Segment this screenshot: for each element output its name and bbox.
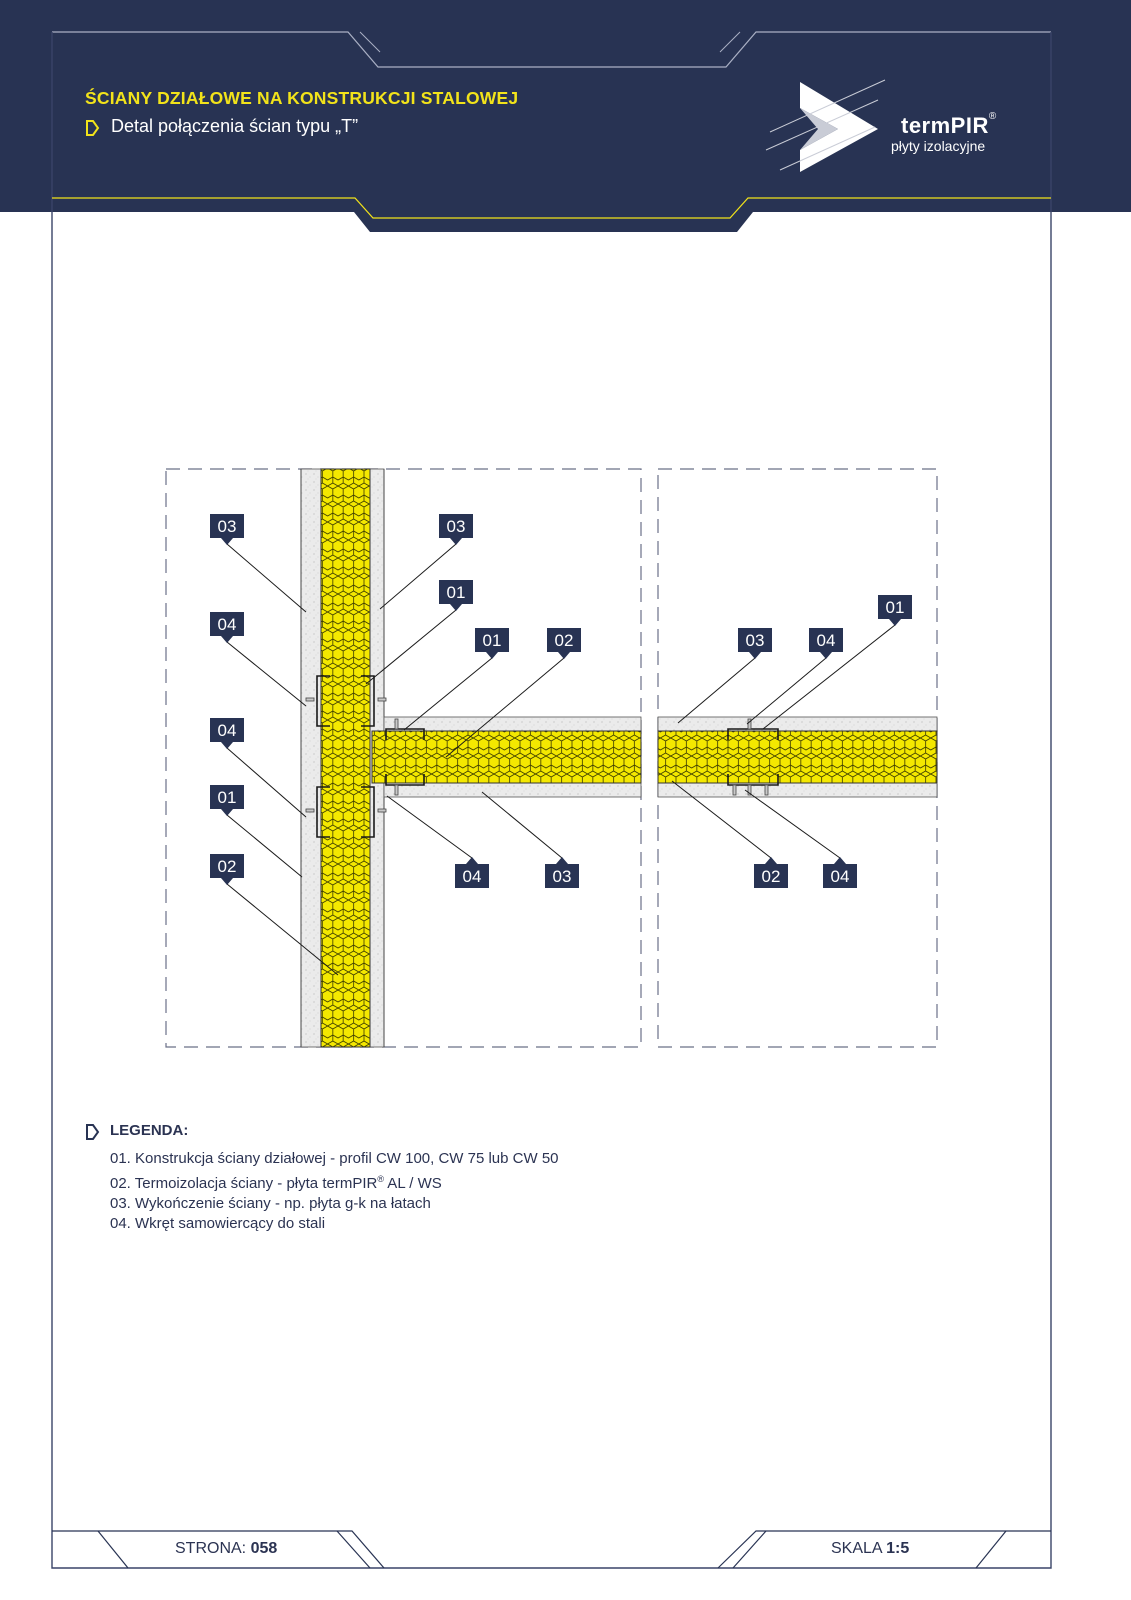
callout-leader-line (747, 658, 826, 724)
callout-label: 01 (482, 631, 502, 650)
callout-label: 03 (552, 867, 572, 886)
legend-item-text: 02. Termoizolacja ściany - płyta termPIR (110, 1175, 378, 1192)
legend-item-text: 01. Konstrukcja ściany działowej - profil CW 100, CW 75 lub CW 50 (110, 1150, 559, 1167)
callout-label: 03 (745, 631, 765, 650)
callout-leader-line (227, 544, 306, 612)
callout-label: 02 (554, 631, 574, 650)
legend-item-text: 04. Wkręt samowiercący do stali (110, 1215, 326, 1232)
callout-leader-line (745, 790, 840, 858)
callout-label: 02 (217, 857, 237, 876)
horizontal-wall-right (658, 717, 937, 797)
legend-item-02 (110, 1169, 559, 1194)
callout-leader-line (387, 796, 472, 858)
legend-item-tail: AL / WS (383, 1175, 442, 1192)
callout-label: 01 (446, 583, 466, 602)
legend-item-01 (110, 1149, 559, 1169)
legend-list (110, 1149, 559, 1234)
callout-leader-line (482, 792, 562, 858)
callout-label: 02 (761, 867, 781, 886)
callout-label: 03 (217, 517, 237, 536)
footer-scale-label: SKALA (831, 1540, 882, 1557)
footer-page (175, 1540, 277, 1558)
footer-page-number: 058 (250, 1540, 278, 1557)
callout-label: 04 (462, 867, 482, 886)
footer-page-label: STRONA: (175, 1540, 247, 1557)
play-arrow-icon (85, 1123, 101, 1141)
page-title: ŚCIANY DZIAŁOWE NA KONSTRUKCJI STALOWEJ (85, 88, 519, 108)
page-subtitle: Detal połączenia ścian typu „T” (111, 116, 359, 136)
callout-label: 04 (816, 631, 836, 650)
callout-label: 04 (217, 615, 237, 634)
legend-item-03 (110, 1194, 559, 1214)
legend-title: LEGENDA: (110, 1122, 189, 1139)
callout-label: 01 (885, 598, 905, 617)
footer-scale (831, 1540, 909, 1558)
footer-scale-value: 1:5 (886, 1540, 910, 1557)
legend-item-sup: ® (377, 1174, 384, 1184)
callout-label: 04 (830, 867, 850, 886)
logo-name-text: termPIR (901, 113, 989, 138)
callout-label: 04 (217, 721, 237, 740)
callout-leader-line (678, 658, 755, 723)
logo-registered-mark: ® (988, 111, 997, 122)
callout-label: 03 (446, 517, 466, 536)
callout-label: 01 (217, 788, 237, 807)
logo-tagline: płyty izolacyjne (891, 138, 986, 154)
callout-leader-line (227, 642, 306, 706)
legend-item-text: 03. Wykończenie ściany - np. płyta g-k na łatach (110, 1195, 431, 1212)
legend-item-04 (110, 1214, 559, 1234)
